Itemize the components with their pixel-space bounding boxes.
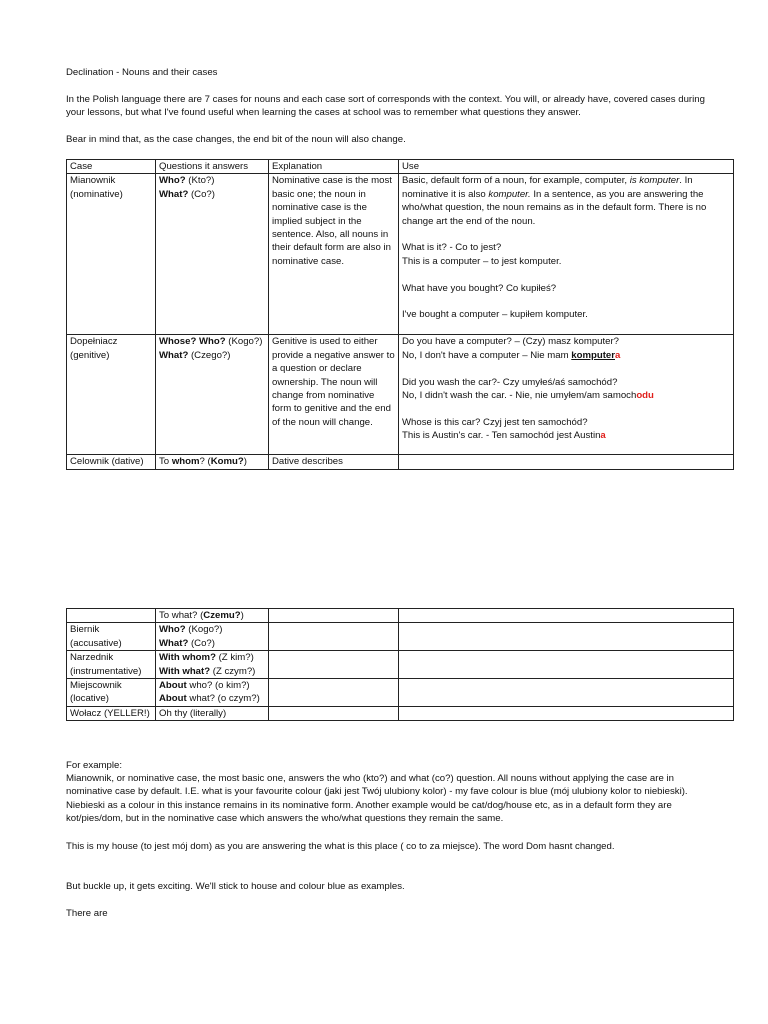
header-explanation: Explanation bbox=[269, 160, 399, 174]
table-row bbox=[67, 623, 734, 651]
use-cell bbox=[399, 335, 734, 455]
question-bold: What? bbox=[159, 349, 189, 361]
explanation-cell bbox=[269, 609, 399, 623]
example-label: For example: bbox=[66, 760, 122, 771]
table-header-row bbox=[67, 160, 734, 174]
use-example: What have you bought? Co kupiłeś? bbox=[402, 282, 557, 294]
use-example: Did you wash the car?- Czy umyłeś/aś samochód? bbox=[402, 376, 618, 388]
table-row bbox=[67, 679, 734, 707]
use-example: What is it? - Co to jest? bbox=[402, 242, 502, 254]
question-bold: With whom? bbox=[159, 652, 216, 664]
explanation-cell bbox=[269, 651, 399, 679]
use-ending-red: a bbox=[600, 430, 606, 442]
use-example: I've bought a computer – kupiłem komputer. bbox=[402, 309, 588, 321]
question-text: (Z czym?) bbox=[210, 665, 256, 677]
explanation-cell: Nominative case is the most basic one; the noun in nominative case is the implied subject in the sentence. Also, all nouns in their default form are also in nominative case. bbox=[269, 174, 399, 335]
use-cell bbox=[399, 455, 734, 469]
use-example: Whose is this car? Czyj jest ten samochód? bbox=[402, 416, 588, 428]
use-ending-red: odu bbox=[636, 390, 654, 402]
question-text: (Kogo?) bbox=[225, 336, 263, 348]
case-cell: Wołacz (YELLER!) bbox=[67, 706, 156, 720]
questions-cell bbox=[156, 335, 269, 455]
case-latin: (nominative) bbox=[70, 188, 123, 200]
table-row bbox=[67, 455, 734, 469]
use-text: No, I didn't wash the car. - Nie, nie umyłem/am samoch bbox=[402, 390, 637, 402]
case-name: Biernik bbox=[70, 624, 100, 636]
question-bold: Who? bbox=[159, 175, 186, 187]
case-cell: Celownik (dative) bbox=[67, 455, 156, 469]
question-text: (Kogo?) bbox=[185, 624, 223, 636]
question-bold: About bbox=[159, 680, 187, 692]
explanation-cell bbox=[269, 679, 399, 707]
header-questions: Questions it answers bbox=[156, 160, 269, 174]
use-text: No, I don't have a computer – Nie mam bbox=[402, 349, 572, 361]
use-ending-red: a bbox=[615, 349, 621, 361]
intro-paragraph: In the Polish language there are 7 cases for nouns and each case sort of corresponds with the context. You will, or already have, covered cases during your lessons, but what I've found useful when learning the cases at school was to remember what questions they answer. bbox=[66, 94, 705, 119]
case-latin: (accusative) bbox=[70, 637, 122, 649]
cases-table bbox=[66, 159, 734, 470]
use-cell bbox=[399, 651, 734, 679]
question-bold: What? bbox=[159, 188, 189, 200]
explanation-cell bbox=[269, 623, 399, 651]
explanation-cell: Dative describes bbox=[269, 455, 399, 469]
note-paragraph: Bear in mind that, as the case changes, the end bit of the noun will also change. bbox=[66, 134, 406, 145]
example-paragraph: Mianownik, or nominative case, the most basic one, answers the who (kto?) and what (co?) question. All nouns without applying the case are in nominative case by default. I.E. what is your favourite colour (jaki jest Twój ulubiony kolor) - my fave colour is blue (mój ulubiony kolor to niebieski). Niebieski as a colour in this instance remains in its nominative form. Another example would be cat/dog/house etc, as in a default form they are kot/pies/dom, but in the nominative case which answers the who/what questions they remain the same. bbox=[66, 773, 688, 825]
use-text: This is Austin's car. - Ten samochód jest Austin bbox=[402, 430, 601, 442]
case-cell bbox=[67, 174, 156, 335]
case-cell bbox=[67, 609, 156, 623]
questions-cell bbox=[156, 651, 269, 679]
case-name: Miejscownik bbox=[70, 680, 122, 692]
case-name: Narzednik bbox=[70, 652, 114, 664]
question-text: ? ( bbox=[199, 456, 211, 468]
question-bold: About bbox=[159, 693, 187, 705]
question-bold: Czemu? bbox=[203, 610, 241, 621]
case-latin: (instrumentative) bbox=[70, 665, 142, 677]
header-use: Use bbox=[399, 160, 734, 174]
question-text: what? (o czym?) bbox=[186, 693, 260, 705]
use-text: In a sentence, as you are answering the who/what question, the noun remains as in the default form. There is no change art the end of the noun. bbox=[402, 188, 707, 227]
question-text: (Kto?) bbox=[185, 175, 215, 187]
case-latin: (locative) bbox=[70, 693, 109, 705]
header-case: Case bbox=[67, 160, 156, 174]
there-are-paragraph: There are bbox=[66, 908, 108, 919]
questions-cell bbox=[156, 455, 269, 469]
page-title: Declination - Nouns and their cases bbox=[66, 67, 218, 78]
explanation-cell: Genitive is used to either provide a negative answer to a question or declare ownership. The noun will change from nominative form to genitive and the end of the noun will change. bbox=[269, 335, 399, 455]
cases-table-continued bbox=[66, 608, 734, 721]
use-example: Do you have a computer? – (Czy) masz komputer? bbox=[402, 336, 620, 348]
questions-cell bbox=[156, 623, 269, 651]
questions-cell: Oh thy (literally) bbox=[156, 706, 269, 720]
use-text: Basic, default form of a noun, for example, computer, bbox=[402, 175, 630, 187]
house-paragraph: This is my house (to jest mój dom) as you are answering the what is this place ( co to za miejsce). The word Dom hasnt changed. bbox=[66, 841, 615, 852]
question-bold: What? bbox=[159, 637, 189, 649]
question-text: who? (o kim?) bbox=[186, 680, 250, 692]
use-example: This is a computer – to jest komputer. bbox=[402, 255, 562, 267]
case-cell bbox=[67, 335, 156, 455]
questions-cell bbox=[156, 679, 269, 707]
questions-cell bbox=[156, 609, 269, 623]
question-bold: Who? bbox=[159, 624, 186, 636]
question-bold: whom bbox=[171, 456, 200, 468]
case-cell bbox=[67, 679, 156, 707]
table-row bbox=[67, 706, 734, 720]
table-row bbox=[67, 335, 734, 455]
question-text: (Co?) bbox=[188, 637, 215, 649]
case-name: Mianownik bbox=[70, 175, 116, 187]
table-row bbox=[67, 651, 734, 679]
table-row bbox=[67, 609, 734, 623]
question-text: ) bbox=[240, 610, 244, 621]
use-cell bbox=[399, 174, 734, 335]
use-cell bbox=[399, 623, 734, 651]
explanation-cell bbox=[269, 706, 399, 720]
case-cell bbox=[67, 623, 156, 651]
question-text: (Czego?) bbox=[188, 349, 231, 361]
use-cell bbox=[399, 706, 734, 720]
case-cell bbox=[67, 651, 156, 679]
question-text: (Co?) bbox=[188, 188, 215, 200]
question-bold: Komu? bbox=[210, 456, 244, 468]
question-text: ) bbox=[243, 456, 247, 468]
use-cell bbox=[399, 679, 734, 707]
buckle-paragraph: But buckle up, it gets exciting. We'll stick to house and colour blue as examples. bbox=[66, 881, 405, 892]
question-text: To bbox=[159, 456, 172, 468]
question-bold: With what? bbox=[159, 665, 211, 677]
use-cell bbox=[399, 609, 734, 623]
case-name: Dopełniacz bbox=[70, 336, 118, 348]
use-italic: komputer. bbox=[488, 188, 531, 200]
table-row bbox=[67, 174, 734, 335]
question-text: To what? ( bbox=[159, 610, 204, 621]
use-text: . In nominative it is also bbox=[402, 175, 693, 200]
case-latin: (genitive) bbox=[70, 349, 110, 361]
question-text: (Z kim?) bbox=[215, 652, 254, 664]
use-underlined: komputer bbox=[571, 349, 615, 361]
question-bold: Whose? Who? bbox=[159, 336, 226, 348]
questions-cell bbox=[156, 174, 269, 335]
use-italic: is komputer bbox=[629, 175, 680, 187]
